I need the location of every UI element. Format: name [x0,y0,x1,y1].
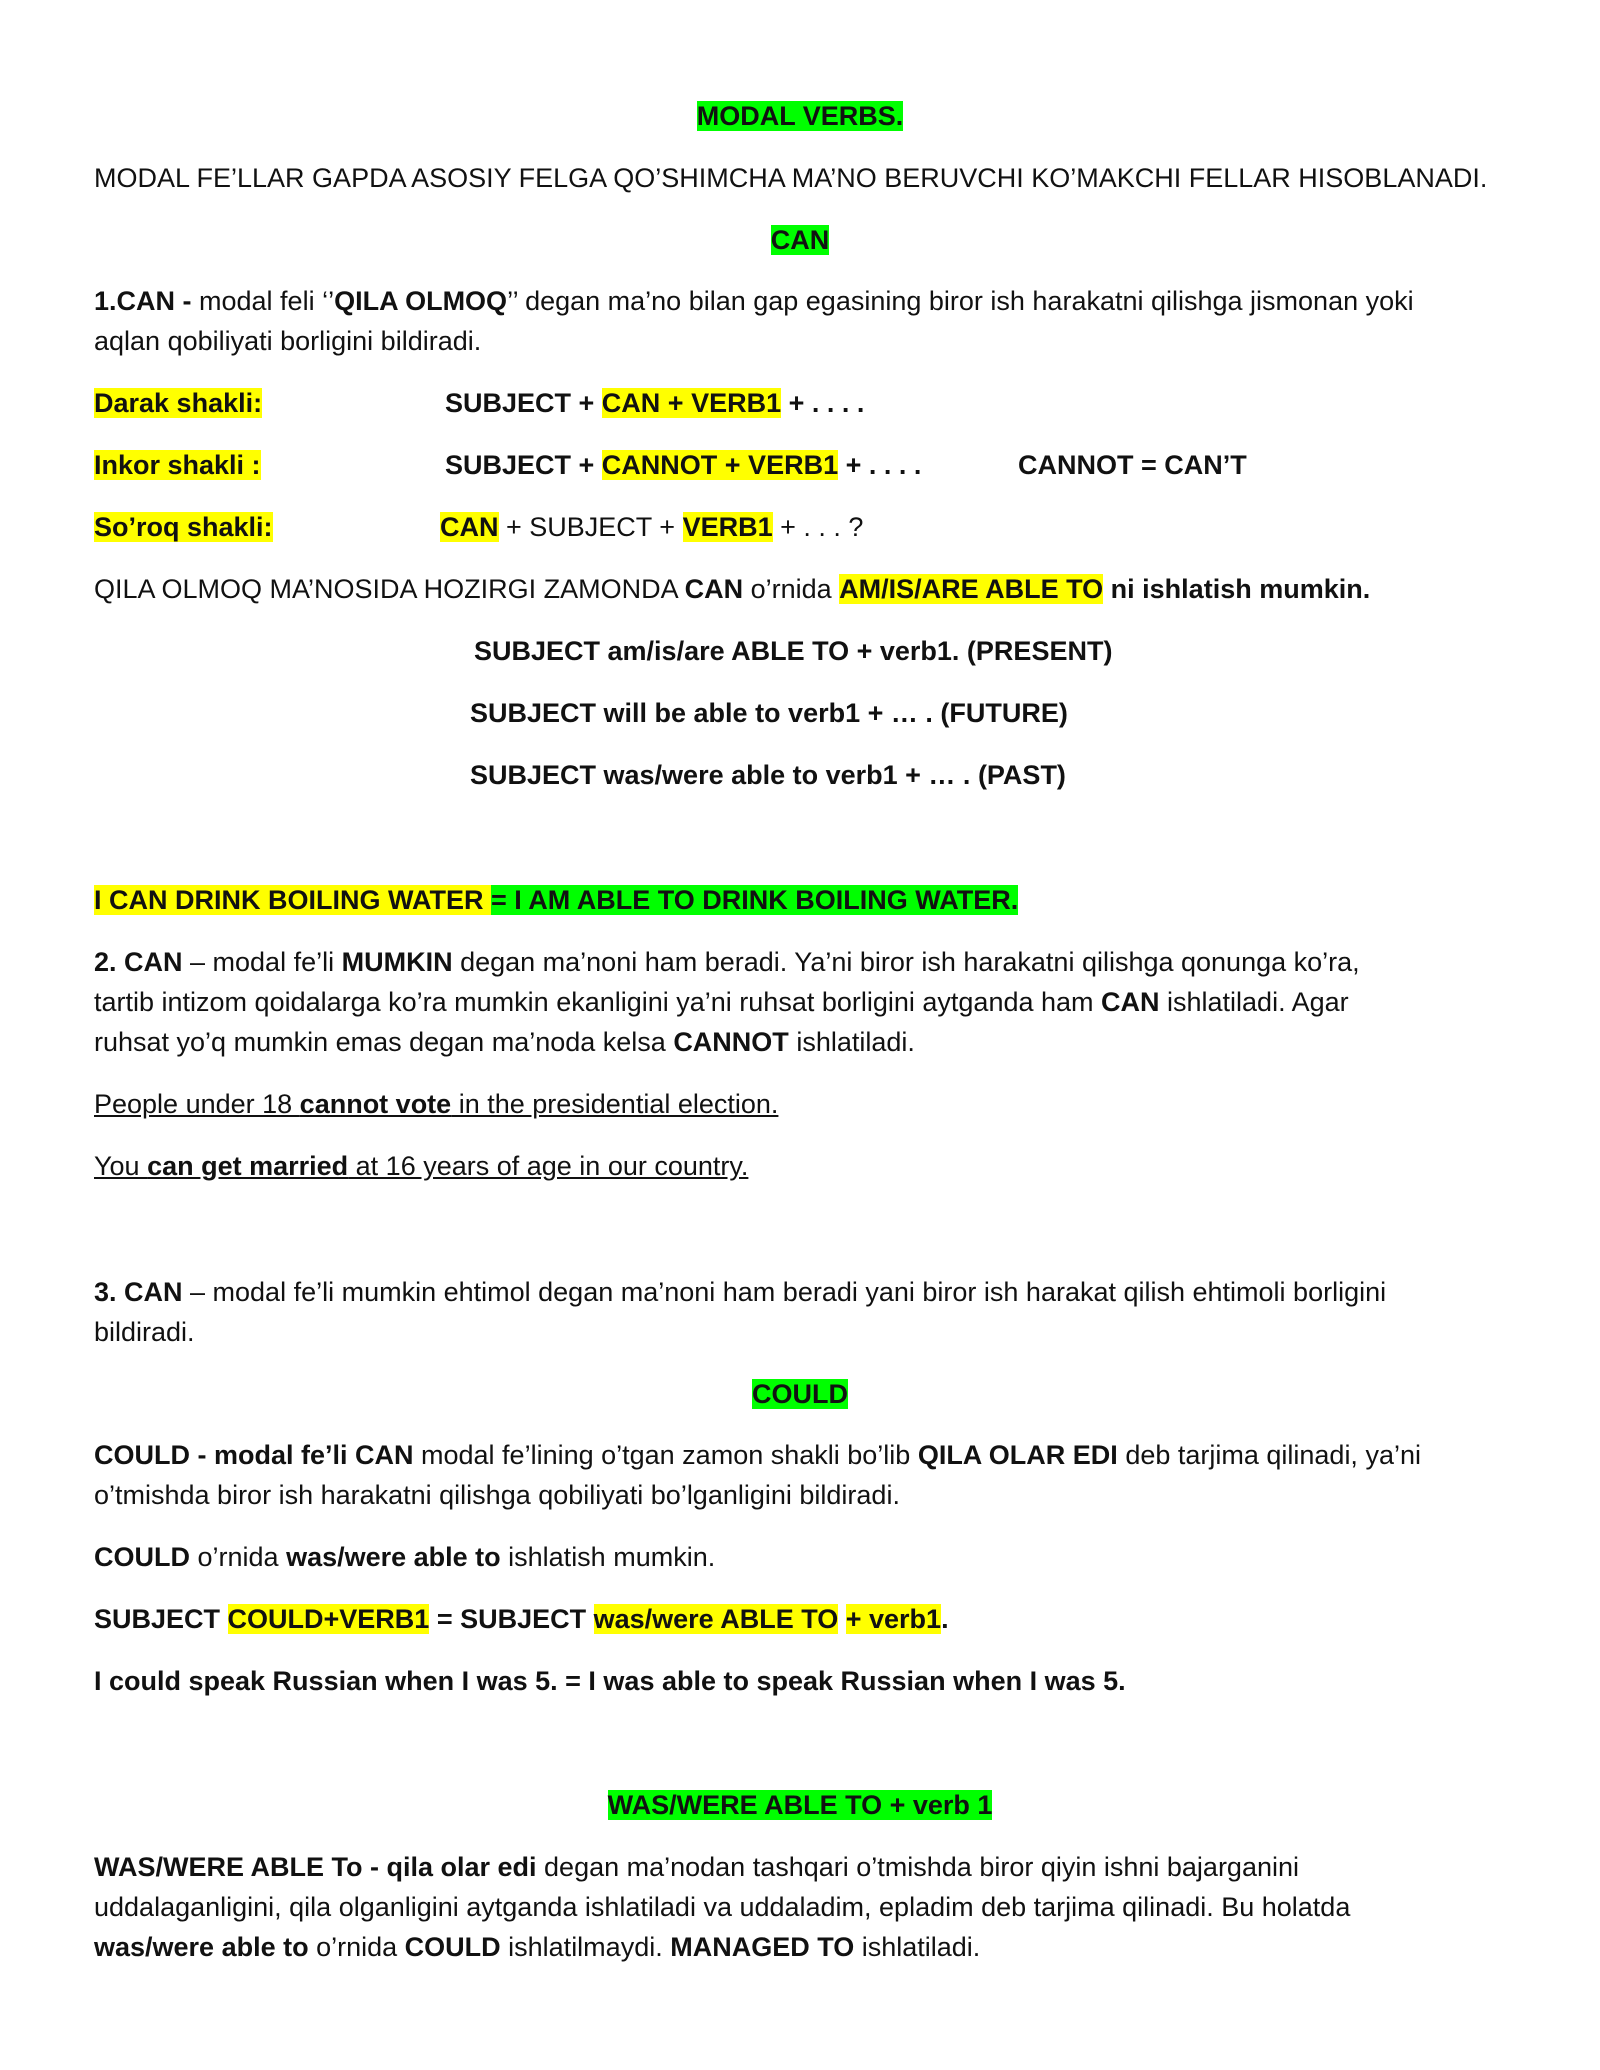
can2-line3: ruhsat yo’q mumkin emas degan ma’noda kelsa CANNOT ishlatiladi. [94,1027,915,1057]
able-past: SUBJECT was/were able to verb1 + … . (PAST) [470,760,1066,790]
can3-line2: bildiradi. [94,1317,195,1347]
inkor-note: CANNOT = CAN’T [1018,450,1247,480]
could-line2: o’tmishda biror ish harakatni qilishga qobiliyati bo’lganligini bildiradi. [94,1480,900,1510]
inkor-label: Inkor shakli : [94,450,261,480]
could-line1: COULD - modal fe’li CAN modal fe’lining o’tgan zamon shakli bo’lib QILA OLAR EDI deb tarjima qilinadi, ya’ni [94,1440,1421,1470]
inkor-formula: SUBJECT + CANNOT + VERB1 + . . . . [445,450,922,480]
can2-example-1: People under 18 cannot vote in the presidential election. [94,1089,779,1119]
can2-example-2: You can get married at 16 years of age in our country. [94,1151,749,1181]
could-formula: SUBJECT COULD+VERB1 = SUBJECT was/were ABLE TO + verb1. [94,1604,949,1634]
page-title: MODAL VERBS. [696,101,904,131]
can1-line1: 1.CAN - modal feli ‘’QILA OLMOQ’’ degan ma’no bilan gap egasining biror ish harakatni qilishga jismonan yoki [94,286,1414,316]
darak-formula: SUBJECT + CAN + VERB1 + . . . . [445,388,865,418]
able-intro: QILA OLMOQ MA’NOSIDA HOZIRGI ZAMONDA CAN o’rnida AM/IS/ARE ABLE TO ni ishlatish mumkin. [94,574,1371,604]
example-boiling-water: I CAN DRINK BOILING WATER = I AM ABLE TO DRINK BOILING WATER. [94,885,1019,915]
can2-line2: tartib intizom qoidalarga ko’ra mumkin ekanligini ya’ni ruhsat borligini aytganda ham CAN ishlatiladi. Agar [94,987,1349,1017]
can3-line1: 3. CAN – modal fe’li mumkin ehtimol degan ma’noni ham beradi yani biror ish harakat qilish ehtimoli borligini [94,1277,1387,1307]
able-present: SUBJECT am/is/are ABLE TO + verb1. (PRESENT) [474,636,1113,666]
soroq-label: So’roq shakli: [94,512,273,542]
was-line1: WAS/WERE ABLE To - qila olar edi degan ma’nodan tashqari o’tmishda biror qiyin ishni bajarganini [94,1852,1299,1882]
able-future: SUBJECT will be able to verb1 + … . (FUTURE) [470,698,1068,728]
could-alternative: COULD o’rnida was/were able to ishlatish mumkin. [94,1542,716,1572]
soroq-formula: CAN + SUBJECT + VERB1 + . . . ? [440,512,864,542]
was-were-heading: WAS/WERE ABLE TO + verb 1 [607,1790,993,1820]
can1-line2: aqlan qobiliyati borligini bildiradi. [94,326,482,356]
was-line3: was/were able to o’rnida COULD ishlatilmaydi. MANAGED TO ishlatiladi. [94,1932,981,1962]
was-line2: uddalaganligini, qila olganligini aytganda ishlatiladi va uddaladim, epladim deb tarjima qilinadi. Bu holatda [94,1892,1351,1922]
can2-line1: 2. CAN – modal fe’li MUMKIN degan ma’noni ham beradi. Ya’ni biror ish harakatni qilishga qonunga ko’ra, [94,947,1360,977]
could-example: I could speak Russian when I was 5. = I was able to speak Russian when I was 5. [94,1666,1126,1696]
can-heading: CAN [770,225,830,255]
darak-label: Darak shakli: [94,388,263,418]
intro-text: MODAL FE’LLAR GAPDA ASOSIY FELGA QO’SHIMCHA MA’NO BERUVCHI KO’MAKCHI FELLAR HISOBLANADI. [94,163,1488,193]
could-heading: COULD [752,1379,848,1409]
